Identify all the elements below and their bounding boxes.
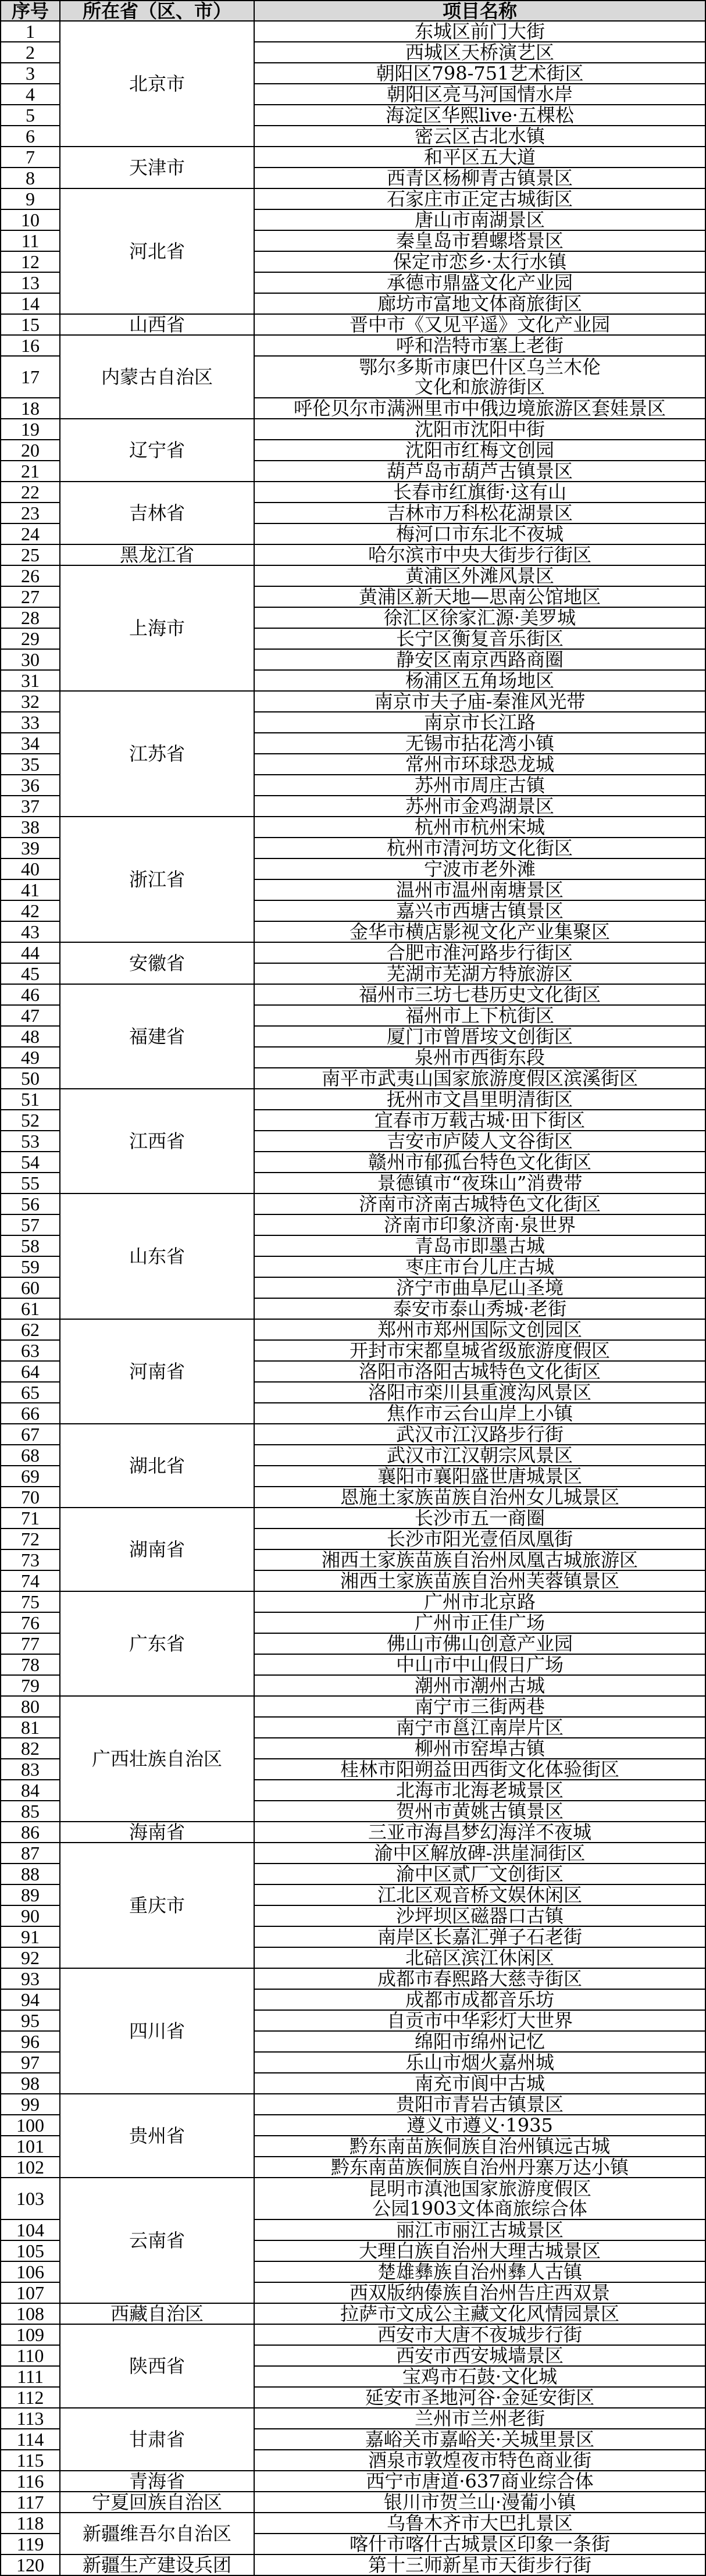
project-name-cell: 开封市宋都皇城省级旅游度假区: [255, 1341, 706, 1362]
project-name-cell: 佛山市佛山创意产业园: [255, 1634, 706, 1655]
project-name-cell: 呼伦贝尔市满洲里市中俄边境旅游区套娃景区: [255, 398, 706, 419]
province-cell: 北京市: [60, 22, 255, 147]
seq-cell: 100: [1, 2115, 60, 2136]
project-name-cell: 吉林市万科松花湖景区: [255, 503, 706, 524]
project-name-cell: 密云区古北水镇: [255, 126, 706, 147]
seq-cell: 43: [1, 922, 60, 943]
seq-cell: 95: [1, 2011, 60, 2032]
seq-cell: 99: [1, 2094, 60, 2115]
project-name-cell: 中山市中山假日广场: [255, 1655, 706, 1676]
project-name-cell: 乌鲁木齐市大巴扎景区: [255, 2513, 706, 2534]
seq-cell: 93: [1, 1969, 60, 1990]
project-name-cell: 兰州市兰州老街: [255, 2408, 706, 2429]
seq-cell: 102: [1, 2157, 60, 2178]
project-name-cell: 柳州市窑埠古镇: [255, 1738, 706, 1759]
seq-cell: 23: [1, 503, 60, 524]
province-cell: 青海省: [60, 2471, 255, 2492]
seq-cell: 62: [1, 1320, 60, 1341]
seq-cell: 45: [1, 964, 60, 985]
province-cell: 海南省: [60, 1822, 255, 1843]
seq-cell: 98: [1, 2073, 60, 2094]
project-name-cell: 武汉市江汉路步行街: [255, 1424, 706, 1445]
seq-cell: 115: [1, 2450, 60, 2471]
province-cell: 新疆维吾尔自治区: [60, 2513, 255, 2555]
project-name-cell: 晋中市《又见平遥》文化产业园: [255, 315, 706, 336]
seq-cell: 58: [1, 1236, 60, 1257]
project-name-cell: 泉州市西街东段: [255, 1047, 706, 1068]
seq-cell: 56: [1, 1194, 60, 1215]
seq-cell: 19: [1, 419, 60, 440]
project-name-cell: 保定市恋乡·太行水镇: [255, 252, 706, 273]
project-name-cell: 北碚区滨江休闲区: [255, 1948, 706, 1969]
seq-cell: 24: [1, 524, 60, 545]
project-name-cell: 楚雄彝族自治州彝人古镇: [255, 2262, 706, 2283]
seq-cell: 108: [1, 2304, 60, 2325]
seq-cell: 52: [1, 1110, 60, 1131]
seq-cell: 4: [1, 84, 60, 105]
province-cell: 河北省: [60, 189, 255, 315]
project-name-cell: 金华市横店影视文化产业集聚区: [255, 922, 706, 943]
seq-cell: 84: [1, 1780, 60, 1801]
project-name-cell: 福州市三坊七巷历史文化街区: [255, 985, 706, 1006]
project-name-cell: 西安市西安城墙景区: [255, 2346, 706, 2367]
project-name-cell: 西宁市唐道·637商业综合体: [255, 2471, 706, 2492]
province-cell: 内蒙古自治区: [60, 336, 255, 419]
seq-cell: 73: [1, 1550, 60, 1571]
seq-cell: 106: [1, 2262, 60, 2283]
project-name-cell: 丽江市丽江古城景区: [255, 2220, 706, 2241]
province-cell: 福建省: [60, 985, 255, 1089]
seq-cell: 48: [1, 1027, 60, 1047]
seq-cell: 14: [1, 294, 60, 315]
project-name-cell: 长沙市五一商圈: [255, 1508, 706, 1529]
project-name-cell: 襄阳市襄阳盛世唐城景区: [255, 1466, 706, 1487]
seq-cell: 97: [1, 2053, 60, 2073]
seq-cell: 11: [1, 231, 60, 252]
project-name-cell: 杭州市杭州宋城: [255, 817, 706, 838]
province-cell: 天津市: [60, 147, 255, 189]
project-name-cell: 福州市上下杭街区: [255, 1006, 706, 1027]
project-name-cell: 江北区观音桥文娱休闲区: [255, 1885, 706, 1906]
project-name-cell: 赣州市郁孤台特色文化街区: [255, 1152, 706, 1173]
project-name-cell: 石家庄市正定古城街区: [255, 189, 706, 210]
seq-cell: 86: [1, 1822, 60, 1843]
seq-cell: 65: [1, 1383, 60, 1403]
seq-cell: 116: [1, 2471, 60, 2492]
project-name-cell: 南充市阆中古城: [255, 2073, 706, 2094]
seq-cell: 5: [1, 105, 60, 126]
project-name-cell: 黄浦区外滩风景区: [255, 566, 706, 587]
seq-cell: 64: [1, 1362, 60, 1383]
seq-cell: 49: [1, 1047, 60, 1068]
project-name-cell: 昆明市滇池国家旅游度假区 公园1903文体商旅综合体: [255, 2178, 706, 2220]
seq-cell: 36: [1, 775, 60, 796]
project-name-cell: 乐山市烟火嘉州城: [255, 2053, 706, 2073]
seq-cell: 91: [1, 1927, 60, 1948]
project-name-cell: 洛阳市洛阳古城特色文化街区: [255, 1362, 706, 1383]
project-name-cell: 成都市春熙路大慈寺街区: [255, 1969, 706, 1990]
seq-cell: 119: [1, 2534, 60, 2555]
province-cell: 重庆市: [60, 1843, 255, 1969]
seq-cell: 79: [1, 1676, 60, 1697]
project-name-cell: 银川市贺兰山·漫葡小镇: [255, 2492, 706, 2513]
seq-cell: 120: [1, 2555, 60, 2576]
project-name-cell: 南京市长江路: [255, 712, 706, 733]
project-name-cell: 沈阳市沈阳中街: [255, 419, 706, 440]
project-name-cell: 南京市夫子庙-秦淮风光带: [255, 692, 706, 712]
seq-cell: 78: [1, 1655, 60, 1676]
project-name-cell: 景德镇市“夜珠山”消费带: [255, 1173, 706, 1194]
header-province: 所在省（区、市）: [60, 1, 255, 22]
seq-cell: 72: [1, 1529, 60, 1550]
seq-cell: 33: [1, 712, 60, 733]
project-name-cell: 宝鸡市石鼓·文化城: [255, 2367, 706, 2388]
project-name-cell: 自贡市中华彩灯大世界: [255, 2011, 706, 2032]
seq-cell: 29: [1, 629, 60, 650]
seq-cell: 110: [1, 2346, 60, 2367]
seq-cell: 117: [1, 2492, 60, 2513]
project-name-cell: 武汉市江汉朝宗风景区: [255, 1445, 706, 1466]
seq-cell: 39: [1, 838, 60, 859]
project-name-cell: 洛阳市栾川县重渡沟风景区: [255, 1383, 706, 1403]
project-name-cell: 第十三师新星市天街步行街: [255, 2555, 706, 2576]
project-name-cell: 遵义市遵义·1935: [255, 2115, 706, 2136]
seq-cell: 55: [1, 1173, 60, 1194]
project-name-cell: 渝中区贰厂文创街区: [255, 1864, 706, 1885]
seq-cell: 88: [1, 1864, 60, 1885]
province-cell: 上海市: [60, 566, 255, 692]
header-project-name: 项目名称: [255, 1, 706, 22]
project-name-cell: 南平市武夷山国家旅游度假区滨溪街区: [255, 1068, 706, 1089]
seq-cell: 109: [1, 2325, 60, 2346]
seq-cell: 9: [1, 189, 60, 210]
seq-cell: 21: [1, 461, 60, 482]
seq-cell: 107: [1, 2283, 60, 2304]
seq-cell: 70: [1, 1487, 60, 1508]
seq-cell: 61: [1, 1299, 60, 1320]
province-cell: 广西壮族自治区: [60, 1697, 255, 1822]
province-cell: 湖北省: [60, 1424, 255, 1508]
seq-cell: 66: [1, 1403, 60, 1424]
seq-cell: 50: [1, 1068, 60, 1089]
province-cell: 湖南省: [60, 1508, 255, 1592]
seq-cell: 42: [1, 901, 60, 922]
seq-cell: 35: [1, 754, 60, 775]
project-name-cell: 合肥市淮河路步行街区: [255, 943, 706, 964]
project-name-cell: 杭州市清河坊文化街区: [255, 838, 706, 859]
project-name-cell: 承德市鼎盛文化产业园: [255, 273, 706, 294]
project-name-cell: 鄂尔多斯市康巴什区乌兰木伦 文化和旅游街区: [255, 357, 706, 398]
seq-cell: 81: [1, 1718, 60, 1738]
seq-cell: 38: [1, 817, 60, 838]
seq-cell: 103: [1, 2178, 60, 2220]
seq-cell: 31: [1, 671, 60, 692]
seq-cell: 90: [1, 1906, 60, 1927]
seq-cell: 87: [1, 1843, 60, 1864]
seq-cell: 80: [1, 1697, 60, 1718]
project-name-cell: 酒泉市敦煌夜市特色商业街: [255, 2450, 706, 2471]
seq-cell: 89: [1, 1885, 60, 1906]
seq-cell: 40: [1, 859, 60, 880]
project-name-cell: 吉安市庐陵人文谷街区: [255, 1131, 706, 1152]
seq-cell: 82: [1, 1738, 60, 1759]
province-cell: 甘肃省: [60, 2408, 255, 2471]
seq-cell: 10: [1, 210, 60, 231]
seq-cell: 41: [1, 880, 60, 901]
project-name-cell: 无锡市拈花湾小镇: [255, 733, 706, 754]
seq-cell: 12: [1, 252, 60, 273]
seq-cell: 75: [1, 1592, 60, 1613]
province-cell: 宁夏回族自治区: [60, 2492, 255, 2513]
seq-cell: 63: [1, 1341, 60, 1362]
project-name-cell: 嘉兴市西塘古镇景区: [255, 901, 706, 922]
seq-cell: 13: [1, 273, 60, 294]
project-name-cell: 枣庄市台儿庄古城: [255, 1257, 706, 1278]
project-name-cell: 西双版纳傣族自治州告庄西双景: [255, 2283, 706, 2304]
project-name-cell: 西城区天桥演艺区: [255, 42, 706, 63]
seq-cell: 26: [1, 566, 60, 587]
project-name-cell: 渝中区解放碑-洪崖洞街区: [255, 1843, 706, 1864]
province-cell: 贵州省: [60, 2094, 255, 2178]
seq-cell: 25: [1, 545, 60, 566]
project-name-cell: 黔东南苗族侗族自治州镇远古城: [255, 2136, 706, 2157]
project-name-cell: 苏州市周庄古镇: [255, 775, 706, 796]
province-cell: 广东省: [60, 1592, 255, 1697]
seq-cell: 60: [1, 1278, 60, 1299]
project-name-cell: 南宁市三街两巷: [255, 1697, 706, 1718]
seq-cell: 51: [1, 1089, 60, 1110]
project-name-cell: 黄浦区新天地—思南公馆地区: [255, 587, 706, 608]
project-name-cell: 湘西土家族苗族自治州凤凰古城旅游区: [255, 1550, 706, 1571]
project-name-cell: 沙坪坝区磁器口古镇: [255, 1906, 706, 1927]
project-name-cell: 北海市北海老城景区: [255, 1780, 706, 1801]
seq-cell: 71: [1, 1508, 60, 1529]
province-cell: 西藏自治区: [60, 2304, 255, 2325]
project-name-cell: 绵阳市绵州记忆: [255, 2032, 706, 2053]
project-name-cell: 温州市温州南塘景区: [255, 880, 706, 901]
project-name-cell: 西安市大唐不夜城步行街: [255, 2325, 706, 2346]
project-name-cell: 济宁市曲阜尼山圣境: [255, 1278, 706, 1299]
seq-cell: 16: [1, 336, 60, 357]
project-name-cell: 朝阳区798-751艺术街区: [255, 63, 706, 84]
project-name-cell: 泰安市泰山秀城·老街: [255, 1299, 706, 1320]
province-cell: 河南省: [60, 1320, 255, 1424]
seq-cell: 92: [1, 1948, 60, 1969]
seq-cell: 76: [1, 1613, 60, 1634]
seq-cell: 85: [1, 1801, 60, 1822]
project-name-cell: 海淀区华熙live·五棵松: [255, 105, 706, 126]
project-name-cell: 哈尔滨市中央大街步行街区: [255, 545, 706, 566]
seq-cell: 74: [1, 1571, 60, 1592]
project-name-cell: 西青区杨柳青古镇景区: [255, 168, 706, 189]
project-name-cell: 宜春市万载古城·田下街区: [255, 1110, 706, 1131]
seq-cell: 113: [1, 2408, 60, 2429]
project-name-cell: 沈阳市红梅文创园: [255, 440, 706, 461]
project-name-cell: 济南市印象济南·泉世界: [255, 1215, 706, 1236]
project-name-cell: 东城区前门大街: [255, 22, 706, 42]
seq-cell: 112: [1, 2388, 60, 2408]
seq-cell: 69: [1, 1466, 60, 1487]
seq-cell: 30: [1, 650, 60, 671]
project-name-cell: 朝阳区亮马河国情水岸: [255, 84, 706, 105]
seq-cell: 32: [1, 692, 60, 712]
seq-cell: 104: [1, 2220, 60, 2241]
seq-cell: 27: [1, 587, 60, 608]
seq-cell: 53: [1, 1131, 60, 1152]
project-name-cell: 芜湖市芜湖方特旅游区: [255, 964, 706, 985]
project-name-cell: 拉萨市文成公主藏文化风情园景区: [255, 2304, 706, 2325]
project-name-cell: 和平区五大道: [255, 147, 706, 168]
seq-cell: 83: [1, 1759, 60, 1780]
project-name-cell: 恩施土家族苗族自治州女儿城景区: [255, 1487, 706, 1508]
project-name-cell: 广州市北京路: [255, 1592, 706, 1613]
project-name-cell: 秦皇岛市碧螺塔景区: [255, 231, 706, 252]
project-name-cell: 贵阳市青岩古镇景区: [255, 2094, 706, 2115]
project-name-cell: 济南市济南古城特色文化街区: [255, 1194, 706, 1215]
seq-cell: 114: [1, 2429, 60, 2450]
project-name-cell: 呼和浩特市塞上老街: [255, 336, 706, 357]
seq-cell: 15: [1, 315, 60, 336]
project-name-cell: 徐汇区徐家汇源·美罗城: [255, 608, 706, 629]
province-cell: 江西省: [60, 1089, 255, 1194]
project-name-cell: 宁波市老外滩: [255, 859, 706, 880]
project-name-cell: 湘西土家族苗族自治州芙蓉镇景区: [255, 1571, 706, 1592]
project-name-cell: 苏州市金鸡湖景区: [255, 796, 706, 817]
seq-cell: 37: [1, 796, 60, 817]
seq-cell: 46: [1, 985, 60, 1006]
project-name-cell: 抚州市文昌里明清街区: [255, 1089, 706, 1110]
project-name-cell: 焦作市云台山岸上小镇: [255, 1403, 706, 1424]
seq-cell: 34: [1, 733, 60, 754]
province-cell: 四川省: [60, 1969, 255, 2094]
project-name-cell: 廊坊市富地文体商旅街区: [255, 294, 706, 315]
seq-cell: 17: [1, 357, 60, 398]
project-name-cell: 贺州市黄姚古镇景区: [255, 1801, 706, 1822]
province-cell: 辽宁省: [60, 419, 255, 482]
province-cell: 浙江省: [60, 817, 255, 943]
project-name-cell: 青岛市即墨古城: [255, 1236, 706, 1257]
project-name-cell: 郑州市郑州国际文创园区: [255, 1320, 706, 1341]
project-name-cell: 潮州市潮州古城: [255, 1676, 706, 1697]
province-cell: 安徽省: [60, 943, 255, 985]
seq-cell: 101: [1, 2136, 60, 2157]
project-name-cell: 葫芦岛市葫芦古镇景区: [255, 461, 706, 482]
seq-cell: 18: [1, 398, 60, 419]
seq-cell: 105: [1, 2241, 60, 2262]
project-name-cell: 长沙市阳光壹佰凤凰街: [255, 1529, 706, 1550]
seq-cell: 54: [1, 1152, 60, 1173]
seq-cell: 7: [1, 147, 60, 168]
province-cell: 云南省: [60, 2178, 255, 2304]
project-name-cell: 长宁区衡复音乐街区: [255, 629, 706, 650]
project-name-cell: 黔东南苗族侗族自治州丹寨万达小镇: [255, 2157, 706, 2178]
seq-cell: 111: [1, 2367, 60, 2388]
seq-cell: 77: [1, 1634, 60, 1655]
project-name-cell: 延安市圣地河谷·金延安街区: [255, 2388, 706, 2408]
seq-cell: 94: [1, 1990, 60, 2011]
province-cell: 山西省: [60, 315, 255, 336]
project-name-cell: 成都市成都音乐坊: [255, 1990, 706, 2011]
seq-cell: 22: [1, 482, 60, 503]
seq-cell: 44: [1, 943, 60, 964]
province-cell: 江苏省: [60, 692, 255, 817]
seq-cell: 57: [1, 1215, 60, 1236]
seq-cell: 1: [1, 22, 60, 42]
seq-cell: 96: [1, 2032, 60, 2053]
project-name-cell: 南宁市邕江南岸片区: [255, 1718, 706, 1738]
seq-cell: 20: [1, 440, 60, 461]
project-name-cell: 梅河口市东北不夜城: [255, 524, 706, 545]
project-name-cell: 三亚市海昌梦幻海洋不夜城: [255, 1822, 706, 1843]
project-name-cell: 厦门市曾厝垵文创街区: [255, 1027, 706, 1047]
seq-cell: 118: [1, 2513, 60, 2534]
province-cell: 陕西省: [60, 2325, 255, 2408]
seq-cell: 68: [1, 1445, 60, 1466]
project-name-cell: 常州市环球恐龙城: [255, 754, 706, 775]
province-cell: 吉林省: [60, 482, 255, 545]
seq-cell: 8: [1, 168, 60, 189]
project-name-cell: 杨浦区五角场地区: [255, 671, 706, 692]
seq-cell: 47: [1, 1006, 60, 1027]
project-name-cell: 嘉峪关市嘉峪关·关城里景区: [255, 2429, 706, 2450]
province-cell: 山东省: [60, 1194, 255, 1320]
seq-cell: 3: [1, 63, 60, 84]
project-name-cell: 喀什市喀什古城景区印象一条街: [255, 2534, 706, 2555]
project-name-cell: 南岸区长嘉汇弹子石老街: [255, 1927, 706, 1948]
province-cell: 新疆生产建设兵团: [60, 2555, 255, 2576]
seq-cell: 2: [1, 42, 60, 63]
header-seq: 序号: [1, 1, 60, 22]
seq-cell: 6: [1, 126, 60, 147]
project-name-cell: 大理白族自治州大理古城景区: [255, 2241, 706, 2262]
project-name-cell: 唐山市南湖景区: [255, 210, 706, 231]
project-name-cell: 长春市红旗街·这有山: [255, 482, 706, 503]
seq-cell: 59: [1, 1257, 60, 1278]
seq-cell: 28: [1, 608, 60, 629]
seq-cell: 67: [1, 1424, 60, 1445]
project-name-cell: 广州市正佳广场: [255, 1613, 706, 1634]
province-cell: 黑龙江省: [60, 545, 255, 566]
project-name-cell: 静安区南京西路商圈: [255, 650, 706, 671]
project-name-cell: 桂林市阳朔益田西街文化体验街区: [255, 1759, 706, 1780]
